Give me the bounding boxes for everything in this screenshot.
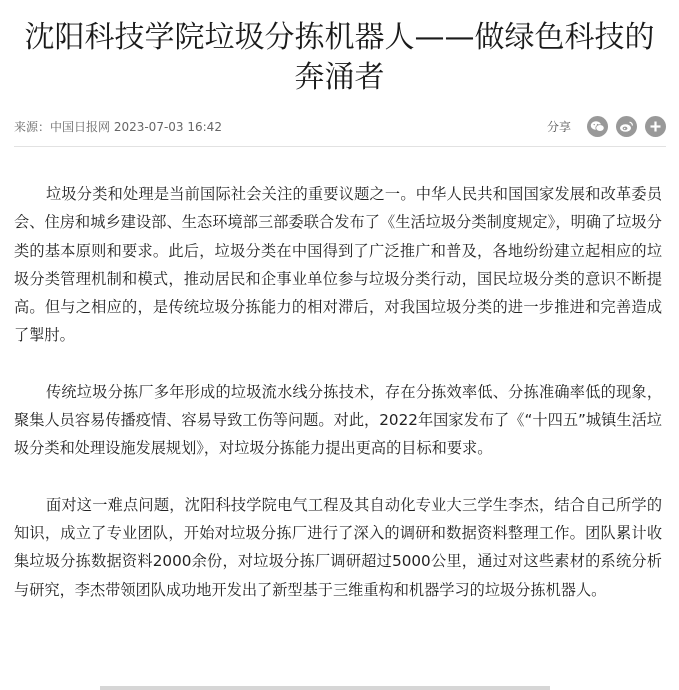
article-source: 来源：中国日报网 2023-07-03 16:42: [14, 120, 222, 134]
meta-divider: [14, 146, 666, 147]
paragraph: 传统垃圾分拣厂多年形成的垃圾流水线分拣技术，存在分拣效率低、分拣准确率低的现象，聚集人员容易传播疫情、容易导致工伤等问题。对此，2022年国家发布了《“十四五”城镇生活垃圾分类和处理设施发展规划》，对垃圾分拣能力提出更高的目标和要求。: [14, 382, 662, 458]
share-label: 分享: [546, 119, 571, 134]
article-meta: [14, 112, 666, 142]
paragraph: 面对这一难点问题，沈阳科技学院电气工程及其自动化专业大三学生李杰，结合自己所学的知识，成立了专业团队，开始对垃圾分拣厂进行了深入的调研和数据资料整理工作。团队累计收集垃圾分拣数据资料2000余份，对垃圾分拣厂调研超过5000公里，通过对这些素材的系统分析与研究，李杰带领团队成功地开发出了新型基于三维重构和机器学习的垃圾分拣机器人。: [14, 495, 662, 599]
article-body: [14, 180, 662, 632]
weibo-icon[interactable]: [616, 116, 637, 137]
wechat-icon[interactable]: [587, 116, 608, 137]
paragraph: 垃圾分类和处理是当前国际社会关注的重要议题之一。中华人民共和国国家发展和改革委员会、住房和城乡建设部、生态环境部三部委联合发布了《生活垃圾分类制度规定》，明确了垃圾分类的基本原则和要求。此后，垃圾分类在中国得到了广泛推广和普及，各地纷纷建立起相应的垃圾分类管理机制和模式，推动居民和企事业单位参与垃圾分类行动，国民垃圾分类的意识不断提高。但与之相应的，是传统垃圾分拣能力的相对滞后，对我国垃圾分类的进一步推进和完善造成了掣肘。: [14, 185, 662, 345]
article-title: 沈阳科技学院垃圾分拣机器人——做绿色科技的奔涌者: [24, 20, 655, 95]
share-bar: [547, 114, 666, 138]
image-top-edge: [100, 686, 550, 690]
plus-icon[interactable]: [645, 116, 666, 137]
